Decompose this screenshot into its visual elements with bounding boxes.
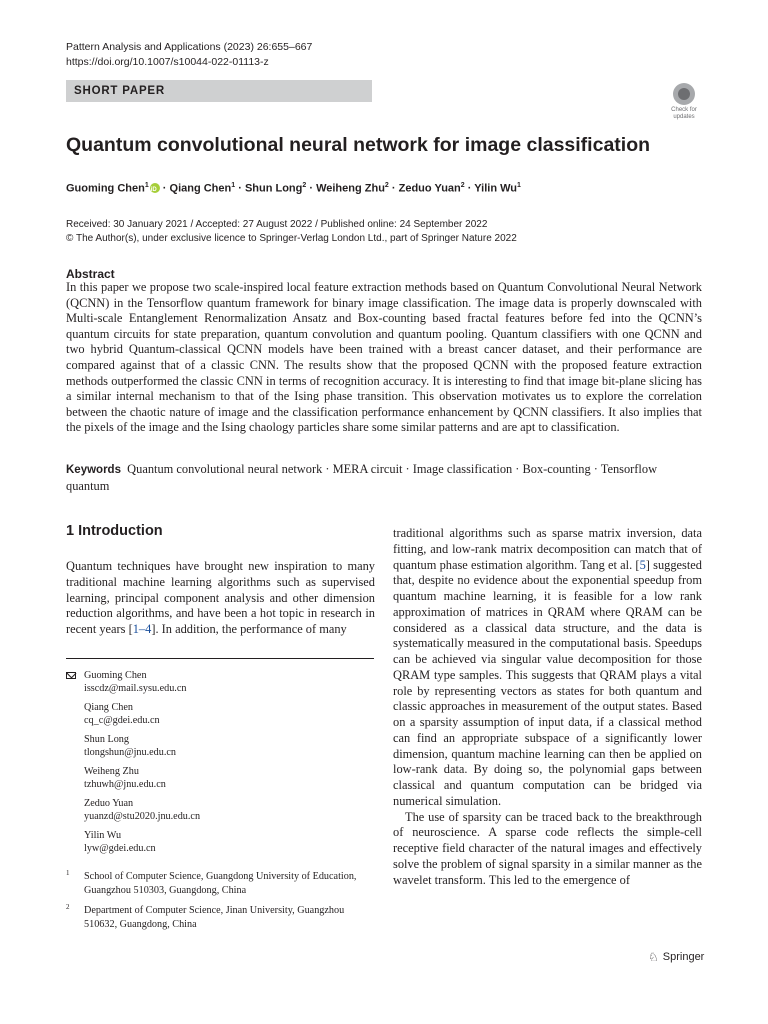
journal-header	[66, 40, 312, 70]
correspondence-entry	[84, 702, 374, 727]
contact-email[interactable]: tlongshun@jnu.edu.cn	[84, 746, 177, 758]
author-name[interactable]: Guoming Chen	[66, 182, 145, 195]
intro-paragraph	[393, 526, 702, 810]
publication-dates	[66, 218, 517, 246]
affiliation-entry	[66, 870, 374, 897]
correspondence-entry	[84, 830, 374, 855]
author-list: Guoming Chen$^1$iD · Qiang Chen$^1$ · Shun Long$^2$ · Weiheng Zhu$^2$ · Zeduo Yuan$^2$ · Yilin Wu$^1$	[66, 178, 706, 197]
article-type-banner: SHORT PAPER	[66, 80, 372, 102]
contact-name: Yilin Wu	[84, 830, 122, 841]
contact-name: Zeduo Yuan	[84, 798, 134, 809]
author-affil-sup: 2	[384, 182, 389, 189]
orcid-icon[interactable]	[150, 183, 160, 193]
copyright-notice: © The Author(s), under exclusive licence to Springer-Verlag London Ltd., part of Springer Nature 2022	[66, 233, 517, 244]
paragraph-text: Quantum techniques have brought new inspiration to many traditional machine learning algorithms such as supervised learning, principal component analysis and other dimension reduction algorithms, and have been a hot topic in research in recent years [	[66, 559, 375, 636]
author-name[interactable]: Yilin Wu	[474, 182, 518, 195]
paragraph-text: ]. In addition, the performance of many	[151, 622, 347, 636]
affiliation-text: Department of Computer Science, Jinan University, Guangzhou 510632, Guangdong, China	[84, 905, 345, 930]
citation-link[interactable]: 5	[639, 557, 646, 572]
publisher-name: Springer	[662, 951, 705, 963]
intro-paragraph: The use of sparsity can be traced back to the breakthrough of neuroscience. A sparse code reflects the simple-cell receptive field character of the natural images and effectively solve the problem of signal sparsity in a similar manner as the wavelet transform. This led to the emergence of	[393, 809, 702, 887]
author-affil-sup: 1	[231, 182, 236, 189]
affiliation-number: 1	[66, 869, 70, 877]
author-name[interactable]: Qiang Chen	[169, 182, 232, 195]
author-affil-sup: 2	[302, 182, 307, 189]
affiliation-number: 2	[66, 903, 70, 911]
publisher-logo[interactable]	[648, 950, 704, 964]
left-column	[66, 559, 375, 638]
paper-title: Quantum convolutional neural network for image classification	[66, 134, 651, 156]
contact-name: Shun Long	[84, 734, 129, 745]
contact-name: Weiheng Zhu	[84, 766, 139, 777]
correspondence-entry	[84, 670, 374, 695]
section-heading-introduction: 1 Introduction	[66, 523, 163, 539]
contact-name: Qiang Chen	[84, 702, 133, 713]
correspondence-entry	[84, 798, 374, 823]
affiliation-entry	[66, 904, 374, 931]
paragraph-text: ] suggested that, despite no evidence about the exponential speedup from quantum machine learning, it is feasible for a low rank approximation of matrices in QRAM where QRAM can be considered as a classical data structure, and the data is systematically measured in the computational basis. Speedups can be achieved via singular value decomposition for those QRAM type samples. This suggests that QRAM plays a vital role by representing vectors as states for both quantum and classic approaches in measurement of the output states. Based on a sparsity assumption of input data, if a classical method can find an appropriate subspace of a significantly lower dimension, quantum machine learning can then be applied on low-rank data. By doing so, the polynomial gaps between classical and quantum computation can be bridged via numerical simulation.	[393, 557, 702, 808]
citation-link[interactable]: 1–4	[132, 622, 152, 636]
author-name[interactable]: Weiheng Zhu	[316, 182, 385, 195]
footnote-divider	[66, 658, 374, 659]
history-dates: Received: 30 January 2021 / Accepted: 27 August 2022 / Published online: 24 September 2022	[66, 219, 488, 230]
author-affil-sup: 2	[460, 182, 465, 189]
intro-paragraph	[66, 559, 375, 638]
paragraph-text: traditional algorithms such as sparse matrix inversion, data fitting, and low-rank matrix decomposition can match that of quantum phase estimation algorithm. Tang et al. [	[393, 526, 702, 572]
contact-email[interactable]: lyw@gdei.edu.cn	[84, 842, 156, 854]
author-name[interactable]: Shun Long	[244, 182, 303, 195]
author-affil-sup: 1	[144, 182, 149, 189]
keywords-label: Keywords	[66, 464, 121, 476]
envelope-icon	[66, 672, 76, 679]
doi-link[interactable]: https://doi.org/10.1007/s10044-022-01113-z	[66, 56, 269, 68]
contact-email[interactable]: cq_c@gdei.edu.cn	[84, 714, 160, 726]
contact-email[interactable]: isscdz@mail.sysu.edu.cn	[84, 682, 187, 694]
check-for-updates-badge[interactable]	[664, 83, 704, 123]
affiliation-text: School of Computer Science, Guangdong University of Education, Guangzhou 510303, Guangdong, China	[84, 871, 357, 896]
contact-email[interactable]: yuanzd@stu2020.jnu.edu.cn	[84, 810, 201, 822]
author-name[interactable]: Zeduo Yuan	[398, 182, 461, 195]
right-column	[393, 526, 702, 888]
abstract-heading: Abstract	[66, 267, 115, 281]
contact-name: Guoming Chen	[84, 670, 147, 681]
correspondence-entry	[84, 766, 374, 791]
journal-citation: Pattern Analysis and Applications (2023) 26:655–667	[66, 41, 313, 53]
keywords-block	[66, 461, 702, 494]
check-updates-label: Check for updates	[671, 107, 697, 120]
abstract-body: In this paper we propose two scale-inspired local feature extraction methods based on Quantum Convolutional Neural Network (QCNN) in the Tensorflow quantum framework for binary image classification. The image data is properly downscaled with Multi-scale Entanglement Renormalization Ansatz and Box-counting based fractal features before fed into the QCNN’s quantum circuits for state preparation, quantum convolution and quantum pooling. Quantum classifiers with one QCNN and two hybrid Quantum-classical QCNN models have been trained with a breast cancer dataset, and their performance are compared against that of a classic CNN. The results show that the proposed QCNN with the proposed feature extraction methods outperformed the classic CNN in terms of recognition accuracy. It is interesting to find that image bit-plane slicing has a similar internal mechanism to that of the Ising phase transition. This observation motivates us to explore the correlation between the chaotic nature of image and the classification performance enhancement by QCNN classifiers. It also implies that the pixels of the image and the Ising chaology particles share some similar patterns and are apt to classification.	[66, 280, 702, 435]
contact-email[interactable]: tzhuwh@jnu.edu.cn	[84, 778, 166, 790]
correspondence-list	[84, 670, 374, 862]
keywords-list: Quantum convolutional neural network · MERA circuit · Image classification · Box-counting · Tensorflow quantum	[66, 462, 658, 493]
author-affil-sup: 1	[517, 182, 521, 189]
check-updates-icon	[673, 83, 695, 105]
correspondence-entry	[84, 734, 374, 759]
springer-horse-icon: ♘	[648, 950, 659, 964]
